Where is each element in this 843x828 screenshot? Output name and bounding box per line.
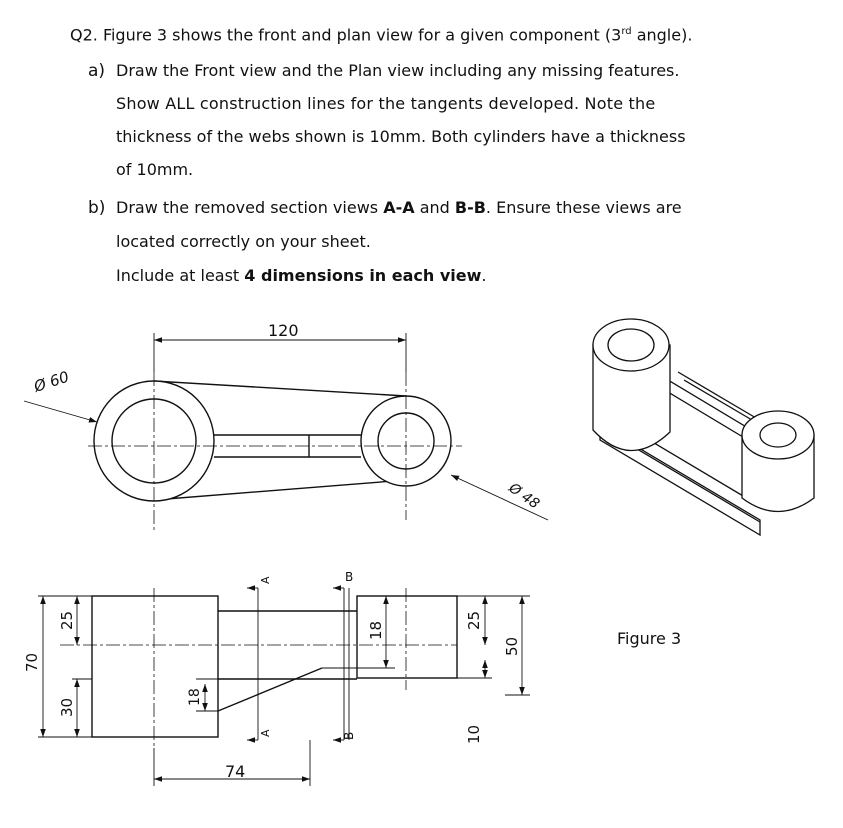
plan-view bbox=[24, 333, 548, 530]
section-a-bottom-label: A bbox=[259, 729, 272, 737]
section-b-ref: B-B bbox=[454, 198, 486, 217]
part-a-line4: of 10mm. bbox=[116, 160, 194, 179]
dim-120-text: 120 bbox=[268, 321, 299, 340]
part-b-line1-mid: and bbox=[414, 198, 455, 217]
part-a-label: a) bbox=[88, 61, 106, 81]
section-a-ref: A-A bbox=[383, 198, 415, 217]
section-b-top-label: B bbox=[345, 570, 354, 584]
dia-60-leader bbox=[24, 401, 97, 422]
dim-10-text: 10 bbox=[465, 724, 483, 744]
dim-25-left-text: 25 bbox=[58, 610, 76, 630]
part-b-line3-post: . bbox=[481, 266, 487, 285]
part-b-line3-pre: Include at least bbox=[116, 266, 245, 285]
part-b-label: b) bbox=[88, 198, 106, 218]
web-sloped-edge bbox=[218, 668, 322, 711]
part-a-line3: thickness of the webs shown is 10mm. Both cylinders have a thickness bbox=[116, 127, 686, 146]
section-a-top-label: A bbox=[259, 576, 272, 584]
question-title-end: angle). bbox=[631, 25, 693, 45]
part-a-line2: Show ALL construction lines for the tangents developed. Note the bbox=[116, 94, 656, 113]
isometric-view bbox=[593, 319, 814, 535]
dim-25-right-text: 25 bbox=[465, 610, 483, 630]
part-b-line1-post: . Ensure these views are bbox=[485, 198, 682, 217]
part-b-line1-pre: Draw the removed section views bbox=[116, 198, 384, 217]
dim-30-text: 30 bbox=[58, 697, 76, 717]
iso-large-cylinder-hole bbox=[608, 329, 654, 361]
dim-70-text: 70 bbox=[23, 652, 41, 672]
question-title-text: Q2. Figure 3 shows the front and plan view for a given component (3 bbox=[70, 25, 622, 45]
large-cylinder-front bbox=[92, 596, 218, 737]
dim-dia-60-text: Ø 60 bbox=[31, 367, 72, 396]
part-b-line2: located correctly on your sheet. bbox=[116, 232, 371, 251]
part-b-line3-bold: 4 dimensions in each view bbox=[244, 266, 482, 285]
dim-18-left-text: 18 bbox=[187, 688, 203, 706]
figure-caption: Figure 3 bbox=[617, 629, 682, 648]
front-view bbox=[38, 588, 530, 786]
dim-18-mid-text: 18 bbox=[367, 620, 385, 640]
question-title-sup: rd bbox=[621, 26, 632, 37]
part-a-line1: Draw the Front view and the Plan view including any missing features. bbox=[116, 61, 680, 80]
dim-dia-48-text: Ø 48 bbox=[505, 480, 543, 513]
dim-74-text: 74 bbox=[225, 762, 246, 781]
iso-small-cylinder-hole bbox=[760, 423, 796, 447]
dim-50-text: 50 bbox=[503, 636, 521, 656]
section-b-bottom-label: B bbox=[342, 731, 356, 740]
